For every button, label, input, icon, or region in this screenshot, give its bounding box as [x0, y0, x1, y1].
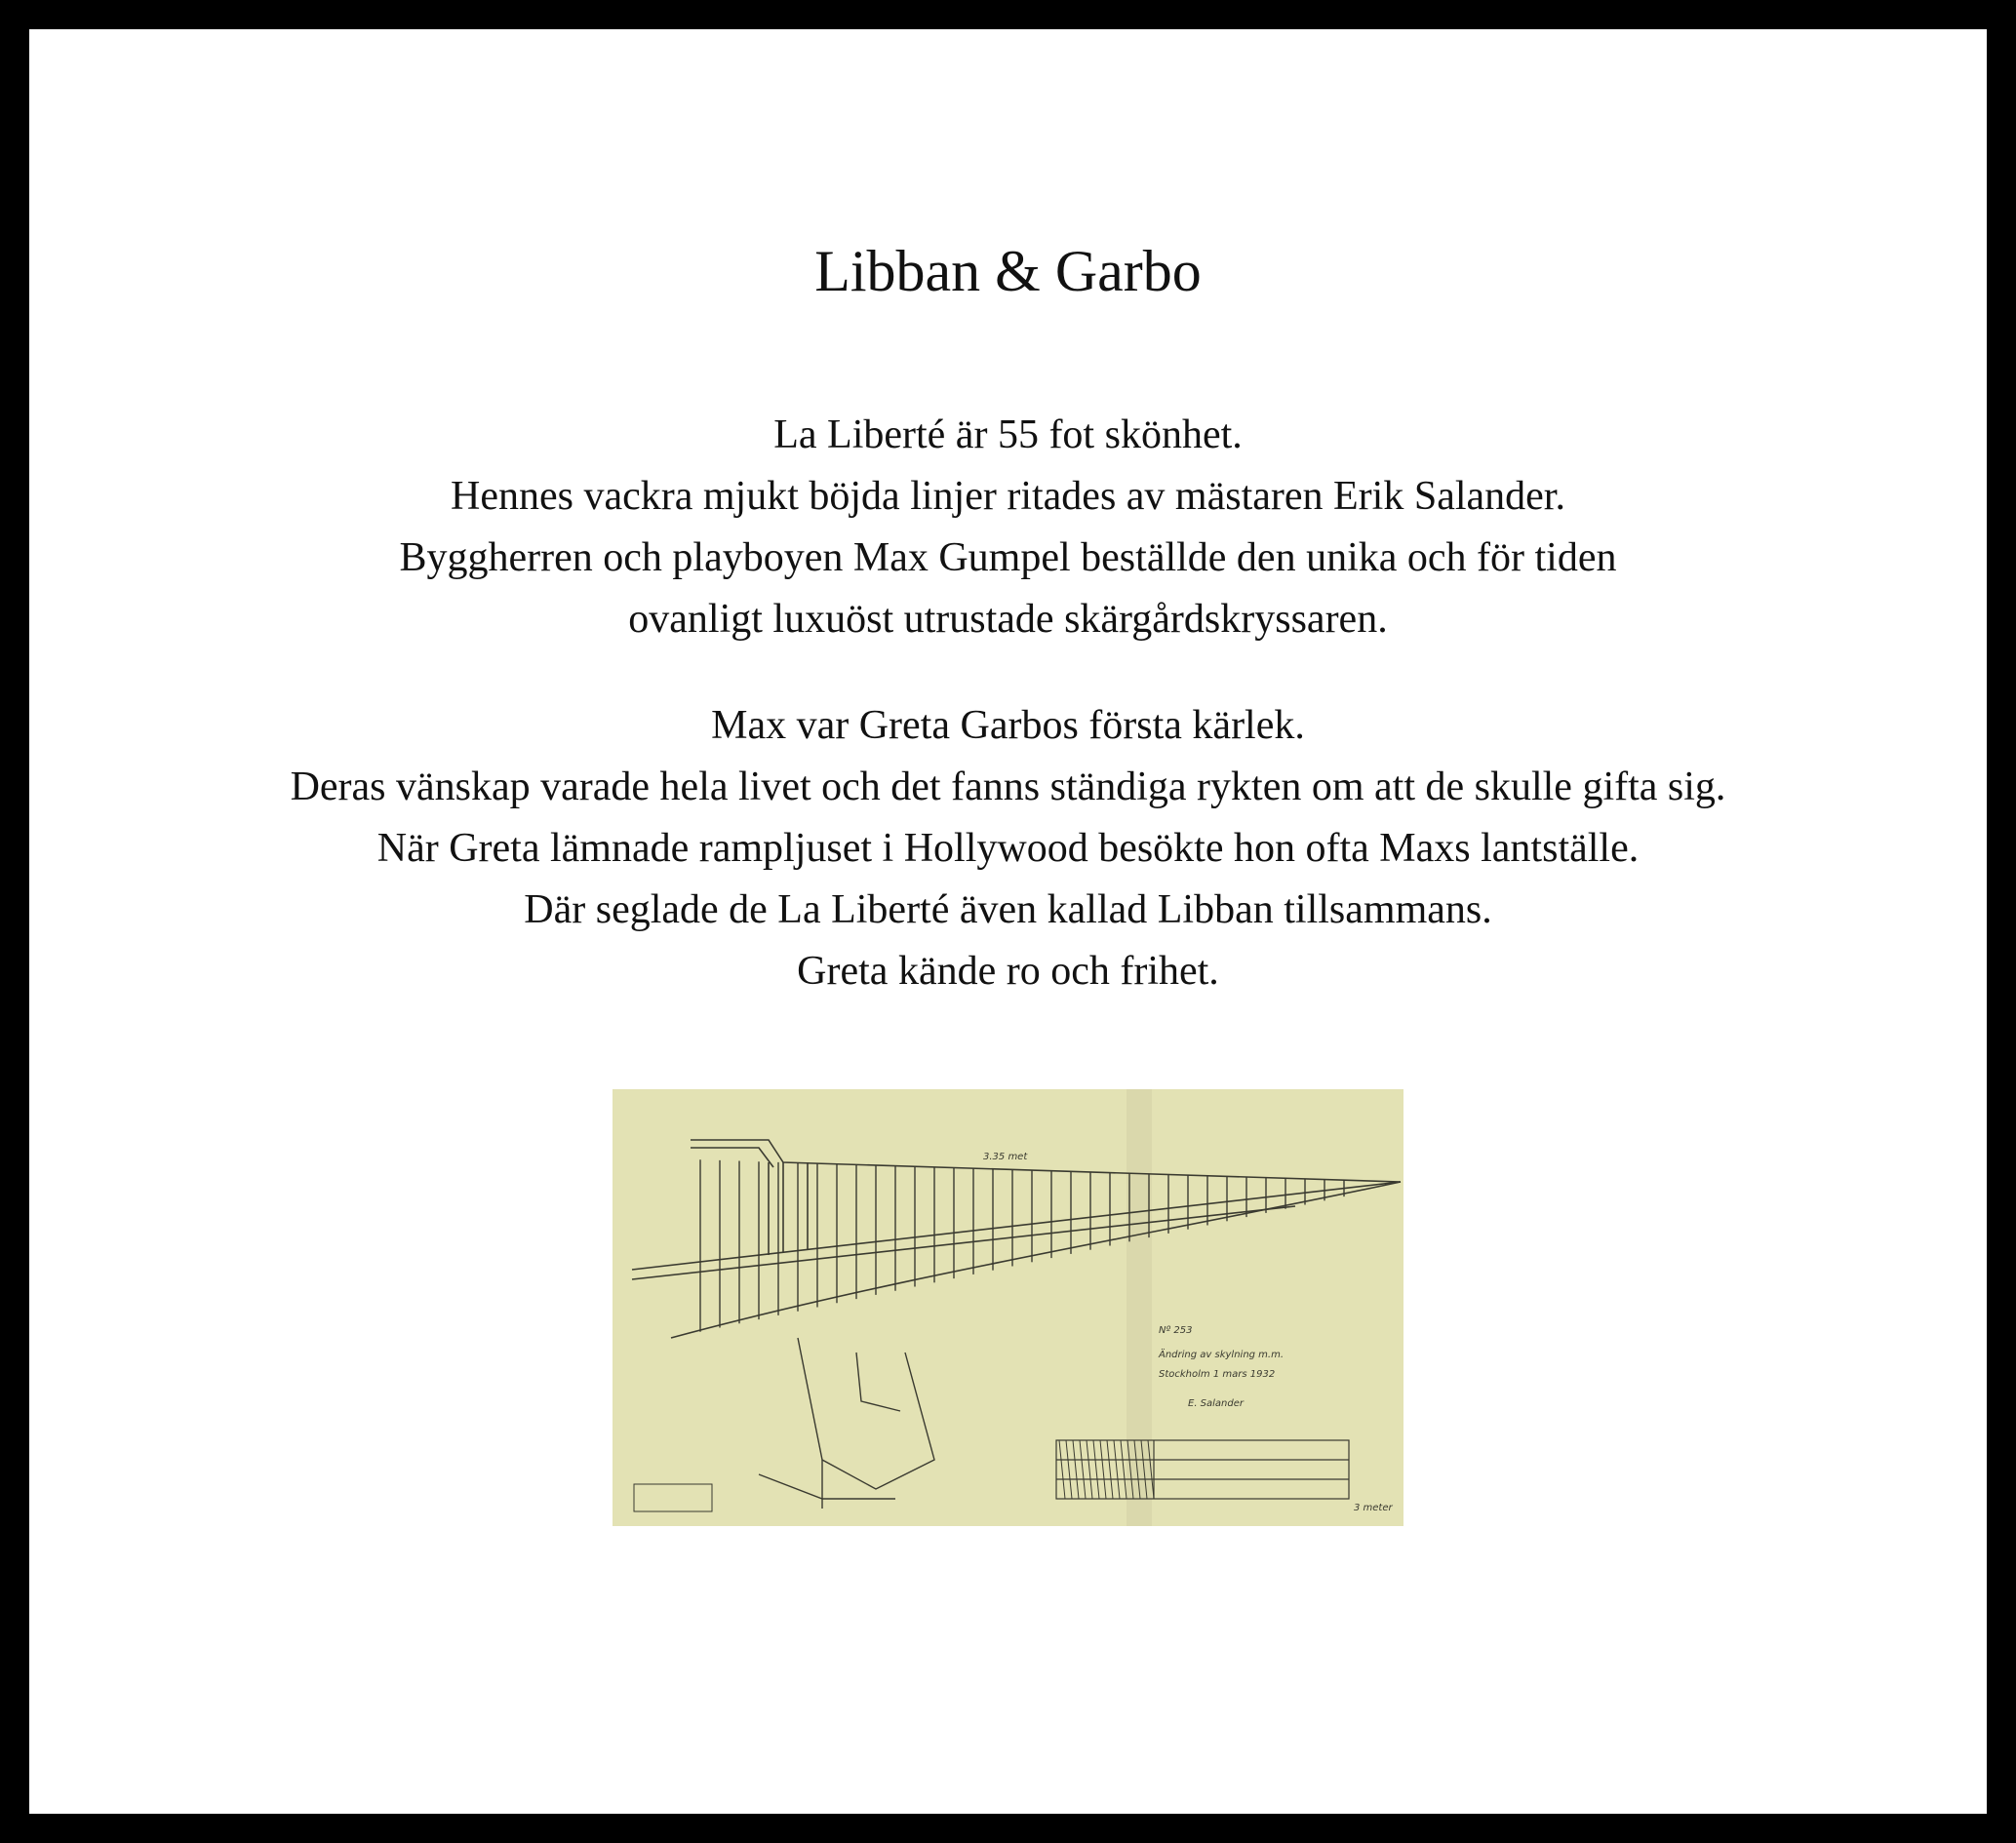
dimension-label: 3.35 met	[983, 1152, 1028, 1162]
drawing-note: Ändring av skylning m.m.	[1159, 1350, 1285, 1360]
paragraph-2	[29, 695, 1987, 1002]
text-line: Byggherren och playboyen Max Gumpel beställde den unika och för tiden	[399, 535, 1617, 580]
paragraph-1	[29, 405, 1987, 650]
text-line: ovanligt luxuöst utrustade skärgårdskryssaren.	[628, 597, 1388, 642]
drawing-note: Stockholm 1 mars 1932	[1159, 1369, 1276, 1380]
scale-label: 3 meter	[1354, 1503, 1393, 1513]
page	[29, 29, 1987, 1814]
text-line: Där seglade de La Liberté även kallad Libban tillsammans.	[524, 887, 1492, 932]
boat-technical-drawing	[613, 1089, 1403, 1526]
text-line: Max var Greta Garbos första kärlek.	[711, 703, 1305, 748]
drawing-svg	[613, 1089, 1403, 1526]
drawing-number: Nº 253	[1159, 1325, 1193, 1336]
paper-fold-shadow	[1127, 1089, 1152, 1526]
text-line: Greta kände ro och frihet.	[797, 949, 1219, 994]
text-line: När Greta lämnade rampljuset i Hollywood besökte hon ofta Maxs lantställe.	[376, 826, 1640, 871]
text-line: La Liberté är 55 fot skönhet.	[773, 412, 1243, 457]
text-line: Hennes vackra mjukt böjda linjer ritades av mästaren Erik Salander.	[451, 474, 1565, 519]
signature: E. Salander	[1188, 1398, 1245, 1409]
text-line: Deras vänskap varade hela livet och det fanns ständiga rykten om att de skulle gifta sig.	[290, 765, 1726, 809]
page-title: Libban & Garbo	[814, 239, 1202, 303]
